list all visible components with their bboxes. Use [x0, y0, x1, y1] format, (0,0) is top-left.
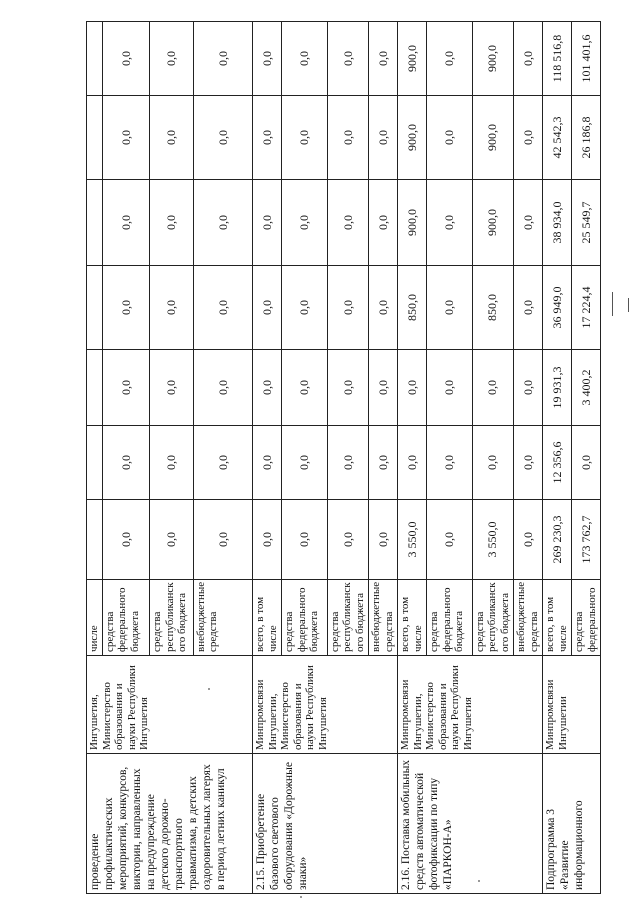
amount-cell: 900,0: [472, 96, 514, 180]
amount-cell: 269 230,3: [543, 500, 572, 580]
amount-cell: 0,0: [150, 350, 193, 426]
amount-cell: 19 931,3: [543, 350, 572, 426]
amount-cell: 0,0: [193, 180, 253, 266]
amount-cell: 118 516,8: [543, 22, 572, 96]
funding-source-cell: средства республиканск ого бюджета: [327, 580, 369, 656]
amount-cell: 0,0: [427, 500, 472, 580]
amount-cell: 0,0: [398, 426, 427, 500]
amount-cell: 0,0: [369, 426, 398, 500]
amount-cell: 3 550,0: [472, 500, 514, 580]
funding-source-cell: всего, в том числе: [253, 580, 282, 656]
program-name-cell: Подпрограмма 3 «Развитие информационного: [543, 754, 601, 894]
amount-cell: 900,0: [398, 22, 427, 96]
amount-cell: 0,0: [282, 96, 327, 180]
amount-cell: [87, 500, 103, 580]
program-name-cell: 2.16. Поставка мобильных средств автоматической фотофиксации по типу «ПАРКОН-А»: [398, 754, 543, 894]
amount-cell: 3 400,2: [572, 350, 601, 426]
amount-cell: 0,0: [327, 22, 369, 96]
amount-cell: [87, 180, 103, 266]
executor-cell: Минпромсвязи Ингушетии: [543, 656, 601, 754]
amount-cell: 0,0: [514, 96, 543, 180]
scan-speck: [300, 896, 302, 898]
amount-cell: 0,0: [514, 350, 543, 426]
amount-cell: 0,0: [150, 426, 193, 500]
amount-cell: 0,0: [282, 22, 327, 96]
funding-source-cell: средства республиканск ого бюджета: [150, 580, 193, 656]
amount-cell: 42 542,3: [543, 96, 572, 180]
amount-cell: 850,0: [398, 266, 427, 350]
funding-source-cell: внебюджетные средства: [193, 580, 253, 656]
amount-cell: 0,0: [253, 500, 282, 580]
funding-source-cell: средства республиканск ого бюджета: [472, 580, 514, 656]
amount-cell: [87, 426, 103, 500]
amount-cell: 0,0: [369, 22, 398, 96]
amount-cell: 101 401,6: [572, 22, 601, 96]
amount-cell: 0,0: [369, 500, 398, 580]
amount-cell: 0,0: [514, 426, 543, 500]
amount-cell: 0,0: [253, 22, 282, 96]
amount-cell: 0,0: [193, 350, 253, 426]
funding-source-cell: всего, в том числе: [398, 580, 427, 656]
budget-table: [86, 21, 601, 894]
amount-cell: 0,0: [282, 350, 327, 426]
amount-cell: 0,0: [369, 180, 398, 266]
amount-cell: 0,0: [327, 266, 369, 350]
amount-cell: 0,0: [514, 22, 543, 96]
amount-cell: 0,0: [327, 426, 369, 500]
executor-cell: Ингушетия, Министерство образования и науки Республики Ингушетия: [87, 656, 253, 754]
amount-cell: 173 762,7: [572, 500, 601, 580]
amount-cell: 0,0: [102, 500, 149, 580]
program-name-cell: 2.15. Приобретение базового светового оборудования «Дорожные знаки»: [253, 754, 398, 894]
amount-cell: 0,0: [472, 350, 514, 426]
amount-cell: 0,0: [253, 180, 282, 266]
amount-cell: 17 224,4: [572, 266, 601, 350]
amount-cell: 0,0: [253, 350, 282, 426]
amount-cell: 0,0: [193, 266, 253, 350]
binding-mark: [612, 292, 613, 316]
amount-cell: 900,0: [398, 96, 427, 180]
amount-cell: 0,0: [193, 426, 253, 500]
amount-cell: [87, 96, 103, 180]
program-name-cell: проведение профилактических мероприятий, конкурсов, викторин, направленных на предупреждение детского дорожно-транспортного травматизма, в детских оздоровительных лагерях в период летних каникул: [87, 754, 253, 894]
binding-mark: [628, 298, 629, 312]
amount-cell: 0,0: [150, 500, 193, 580]
amount-cell: 0,0: [427, 426, 472, 500]
amount-cell: 900,0: [398, 180, 427, 266]
amount-cell: 0,0: [514, 500, 543, 580]
amount-cell: 0,0: [327, 96, 369, 180]
amount-cell: [87, 266, 103, 350]
amount-cell: 900,0: [472, 180, 514, 266]
funding-source-cell: средства федерального бюджета: [282, 580, 327, 656]
amount-cell: 0,0: [398, 350, 427, 426]
table-row: [398, 22, 427, 894]
amount-cell: 0,0: [193, 96, 253, 180]
amount-cell: 0,0: [427, 350, 472, 426]
amount-cell: 850,0: [472, 266, 514, 350]
amount-cell: [87, 350, 103, 426]
amount-cell: 0,0: [514, 266, 543, 350]
funding-source-cell: всего, в том числе: [543, 580, 572, 656]
table-row: [87, 22, 103, 894]
amount-cell: 36 949,0: [543, 266, 572, 350]
executor-cell: Минпромсвязи Ингушетии, Министерство образования и науки Республики Ингушетия: [398, 656, 543, 754]
amount-cell: 0,0: [282, 500, 327, 580]
amount-cell: 0,0: [102, 96, 149, 180]
funding-source-cell: средства федерального бюджета: [102, 580, 149, 656]
amount-cell: 0,0: [253, 96, 282, 180]
amount-cell: 0,0: [327, 350, 369, 426]
amount-cell: 0,0: [427, 266, 472, 350]
table-row: [253, 22, 282, 894]
amount-cell: 26 186,8: [572, 96, 601, 180]
amount-cell: 12 356,6: [543, 426, 572, 500]
amount-cell: 0,0: [282, 426, 327, 500]
amount-cell: 900,0: [472, 22, 514, 96]
amount-cell: [87, 22, 103, 96]
amount-cell: 0,0: [102, 426, 149, 500]
funding-source-cell: средства федерального бюджета: [427, 580, 472, 656]
amount-cell: 0,0: [150, 96, 193, 180]
amount-cell: 0,0: [253, 266, 282, 350]
amount-cell: 0,0: [472, 426, 514, 500]
amount-cell: 0,0: [150, 22, 193, 96]
amount-cell: 0,0: [369, 96, 398, 180]
amount-cell: 0,0: [102, 266, 149, 350]
amount-cell: 0,0: [572, 426, 601, 500]
funding-source-cell: внебюджетные средства: [514, 580, 543, 656]
amount-cell: 25 549,7: [572, 180, 601, 266]
funding-source-cell: средства федерального: [572, 580, 601, 656]
amount-cell: 0,0: [514, 180, 543, 266]
table-row: [543, 22, 572, 894]
amount-cell: 0,0: [150, 266, 193, 350]
amount-cell: 3 550,0: [398, 500, 427, 580]
amount-cell: 0,0: [102, 22, 149, 96]
rotated-table-wrapper: [86, 22, 601, 894]
amount-cell: 0,0: [253, 426, 282, 500]
amount-cell: 0,0: [150, 180, 193, 266]
amount-cell: 0,0: [427, 22, 472, 96]
amount-cell: 0,0: [193, 500, 253, 580]
funding-source-cell: внебюджетные средства: [369, 580, 398, 656]
table-body: [87, 22, 601, 894]
amount-cell: 0,0: [427, 96, 472, 180]
amount-cell: 0,0: [427, 180, 472, 266]
amount-cell: 0,0: [193, 22, 253, 96]
amount-cell: 0,0: [102, 350, 149, 426]
amount-cell: 0,0: [369, 266, 398, 350]
amount-cell: 38 934,0: [543, 180, 572, 266]
amount-cell: 0,0: [282, 266, 327, 350]
amount-cell: 0,0: [102, 180, 149, 266]
amount-cell: 0,0: [327, 180, 369, 266]
funding-source-cell: числе: [87, 580, 103, 656]
amount-cell: 0,0: [327, 500, 369, 580]
executor-cell: Минпромсвязи Ингушетии, Министерство образования и науки Республики Ингушетия: [253, 656, 398, 754]
amount-cell: 0,0: [369, 350, 398, 426]
amount-cell: 0,0: [282, 180, 327, 266]
